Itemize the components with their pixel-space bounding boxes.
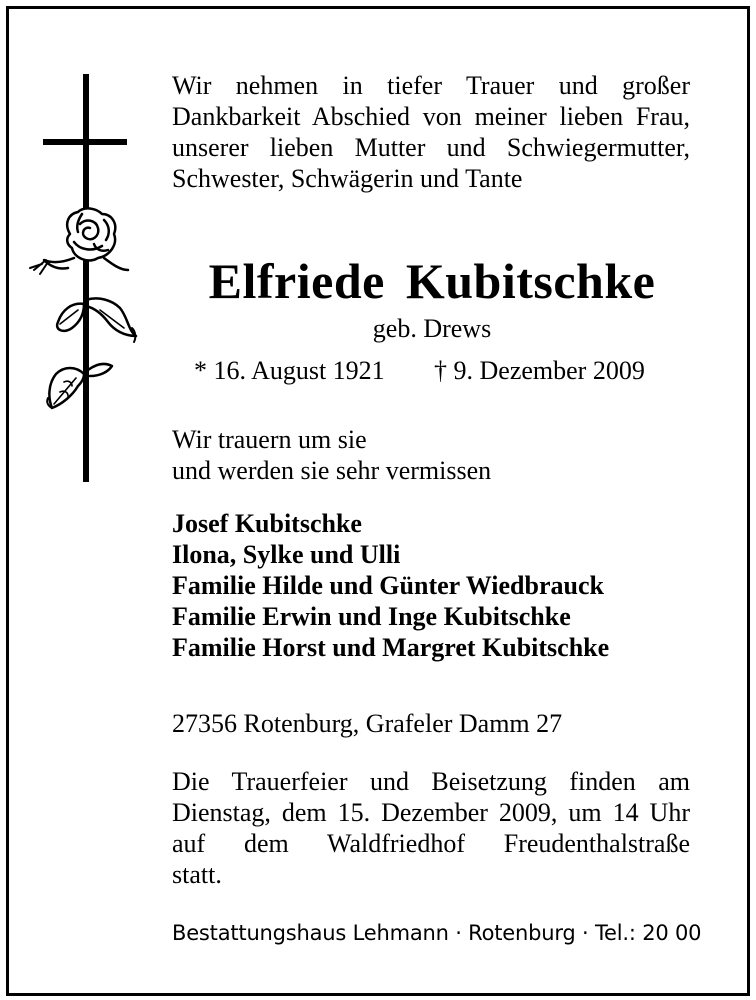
- mourning-line: und werden sie sehr vermissen: [172, 456, 492, 485]
- family-list: [172, 508, 692, 663]
- intro-line: Wir nehmen in tiefer Trauer und großer: [172, 71, 690, 100]
- family-member: Familie Hilde und Günter Wiedbrauck: [172, 571, 604, 600]
- family-member: Josef Kubitschke: [172, 509, 362, 538]
- cross-icon: [43, 74, 127, 482]
- intro-line: Schwester, Schwägerin und Tante: [172, 164, 523, 193]
- mourning-text: [172, 424, 690, 486]
- maiden-name: geb. Drews: [372, 314, 492, 343]
- funeral-line: statt.: [172, 860, 222, 889]
- intro-line: Dankbarkeit Abschied von meiner lieben Frau,: [172, 102, 690, 131]
- funeral-line: Die Trauerfeier und Beisetzung finden am: [172, 767, 690, 796]
- family-member: Familie Erwin und Inge Kubitschke: [172, 602, 571, 631]
- family-member: Ilona, Sylke und Ulli: [172, 540, 401, 569]
- intro-text: [172, 70, 690, 194]
- funeral-info: [172, 766, 690, 890]
- mourning-line: Wir trauern um sie: [172, 425, 367, 454]
- intro-line: unserer lieben Mutter und Schwiegermutter,: [172, 133, 690, 162]
- cross-rose-emblem: [24, 74, 156, 484]
- rose-icon: [30, 208, 136, 408]
- death-date: † 9. Dezember 2009: [434, 356, 645, 385]
- undertaker-info: Bestattungshaus Lehmann · Rotenburg · Tel.: 20 00: [172, 921, 702, 945]
- address: 27356 Rotenburg, Grafeler Damm 27: [172, 709, 563, 738]
- funeral-line: auf dem Waldfriedhof Freudenthalstraße: [172, 829, 690, 858]
- funeral-line: Dienstag, dem 15. Dezember 2009, um 14 Uhr: [172, 798, 690, 827]
- birth-date: * 16. August 1921: [194, 356, 385, 385]
- deceased-name: Elfriede Kubitschke: [208, 253, 656, 309]
- family-member: Familie Horst und Margret Kubitschke: [172, 633, 610, 662]
